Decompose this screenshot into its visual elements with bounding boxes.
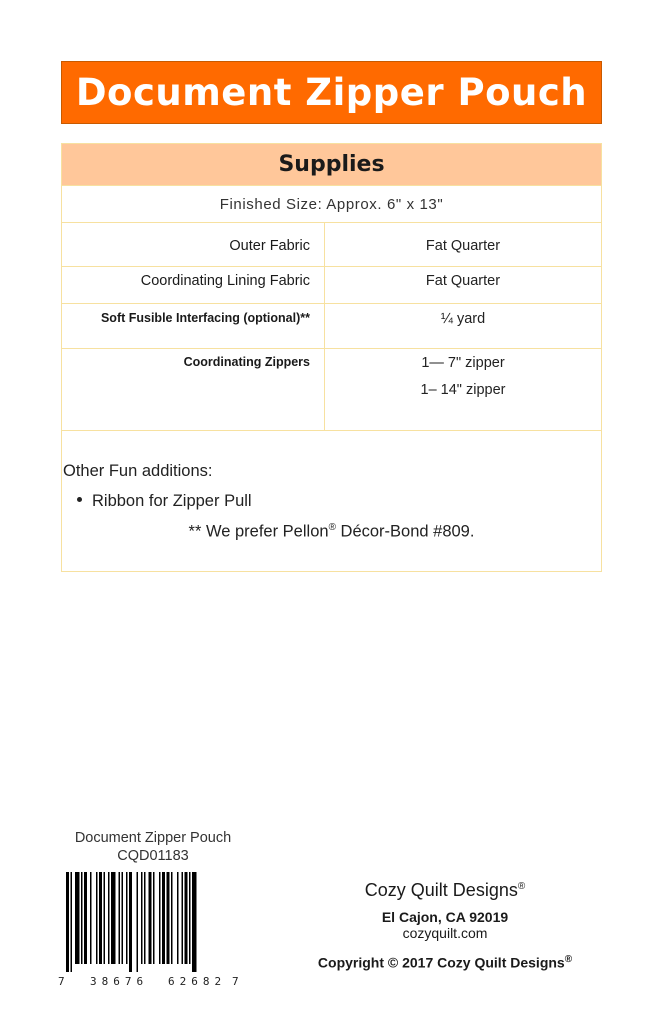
- barcode-bar: [75, 872, 80, 964]
- barcode-bar: [149, 872, 152, 964]
- barcode-bar: [84, 872, 87, 964]
- barcode-icon: [66, 872, 238, 972]
- barcode-bar: [129, 872, 132, 972]
- barcode-bar: [122, 872, 124, 964]
- supply-item-outer-fabric: Outer Fabric: [229, 238, 310, 254]
- bullet-text: Ribbon for Zipper Pull: [92, 492, 252, 510]
- product-code: CQD01183: [117, 848, 189, 864]
- barcode-bar: [171, 872, 173, 964]
- supplies-header: Supplies: [62, 144, 601, 185]
- supply-qty-zipper-14: 1– 14" zipper: [420, 382, 506, 398]
- barcode-bar: [167, 872, 170, 964]
- supply-qty-lining-fabric: Fat Quarter: [425, 273, 501, 289]
- company-name: Cozy Quilt Designs®: [364, 880, 526, 900]
- barcode-bar: [141, 872, 143, 964]
- finished-size: Finished Size: Approx. 6" x 13": [219, 195, 444, 213]
- supply-item-interfacing: Soft Fusible Interfacing (optional)**: [100, 311, 310, 325]
- interfacing-note: [62, 522, 601, 542]
- note-registered-mark: ®: [328, 522, 336, 533]
- barcode-right-digits: 62682: [168, 975, 227, 988]
- note-prefix: ** We prefer Pellon: [188, 522, 329, 541]
- barcode-bar: [192, 872, 197, 972]
- supply-qty-zipper-7: 1— 7" zipper: [421, 355, 505, 371]
- barcode-tail-digit: 7: [232, 975, 239, 988]
- supply-item-zippers: Coordinating Zippers: [183, 355, 310, 369]
- divider: [62, 266, 601, 267]
- barcode-bar: [71, 872, 73, 972]
- supply-qty-interfacing: ¼ yard: [440, 311, 486, 327]
- barcode-bar: [119, 872, 121, 964]
- supplies-table: [61, 143, 602, 572]
- barcode-bar: [99, 872, 102, 964]
- product-label: [40, 829, 266, 865]
- registered-mark: ®: [517, 881, 526, 892]
- company-website[interactable]: cozyquilt.com: [402, 925, 488, 941]
- barcode-left-digits: 38676: [90, 975, 149, 988]
- barcode-bar: [144, 872, 146, 964]
- barcode-digits: [58, 975, 243, 989]
- barcode-bar: [108, 872, 110, 964]
- divider: [62, 348, 601, 349]
- copyright-registered-mark: ®: [564, 954, 573, 965]
- barcode-bar: [137, 872, 139, 972]
- page-title: Document Zipper Pouch: [75, 71, 588, 114]
- note-suffix: Décor-Bond #809.: [335, 522, 475, 541]
- barcode-bar: [126, 872, 128, 964]
- barcode-bar: [177, 872, 179, 964]
- barcode-lead-digit: 7: [58, 975, 65, 988]
- other-heading: Other Fun additions:: [63, 462, 213, 480]
- barcode-bar: [189, 872, 191, 964]
- barcode-bar: [90, 872, 92, 964]
- divider: [62, 303, 601, 304]
- barcode-bar: [185, 872, 188, 964]
- company-city: El Cajon, CA 92019: [381, 909, 509, 925]
- product-name: Document Zipper Pouch: [74, 830, 232, 846]
- barcode-bar: [111, 872, 116, 964]
- barcode-bar: [159, 872, 161, 964]
- barcode-bar: [104, 872, 106, 964]
- company-info: [290, 876, 600, 972]
- title-banner: [61, 61, 602, 124]
- bullet-item: [77, 492, 252, 511]
- barcode-bar: [81, 872, 83, 964]
- barcode-bar: [66, 872, 69, 972]
- barcode-bar: [153, 872, 155, 964]
- copyright: Copyright © 2017 Cozy Quilt Designs®: [317, 954, 573, 971]
- supply-item-lining-fabric: Coordinating Lining Fabric: [140, 273, 310, 289]
- barcode-bar: [182, 872, 184, 964]
- supply-qty-outer-fabric: Fat Quarter: [425, 238, 501, 254]
- divider: [62, 430, 601, 431]
- divider: [62, 222, 601, 223]
- bullet-icon: [77, 497, 82, 502]
- barcode-bar: [162, 872, 165, 964]
- barcode-bar: [96, 872, 98, 964]
